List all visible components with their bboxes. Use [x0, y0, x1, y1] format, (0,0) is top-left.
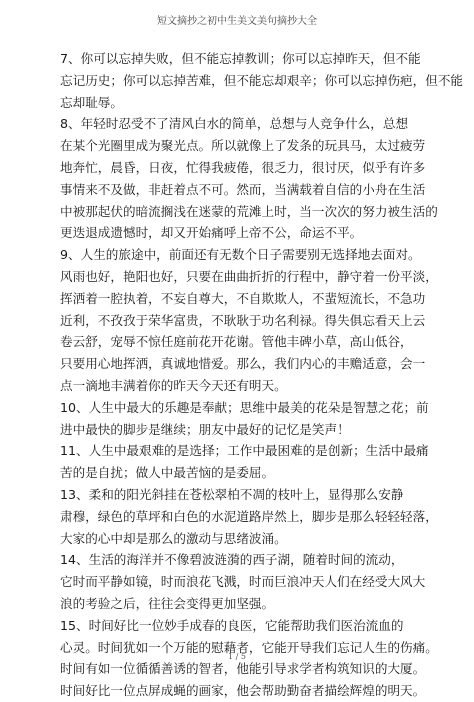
text-line: 大家的心中却是那么的激动与思绪波涌。 [60, 530, 287, 546]
paragraph-7 [60, 48, 463, 113]
text-line: 11、人生中最艰难的是选择；工作中最困难的是创新；生活中最痛 [60, 443, 429, 459]
text-line: 事情来不及做，非赶着点不可。然而，当满载着自信的小舟在生活 [60, 181, 426, 197]
document-body [60, 48, 463, 702]
paragraph-13 [60, 484, 438, 549]
text-line: 在某个光圈里成为聚光点。所以就像上了发条的玩具马，太过疲劳 [60, 138, 426, 154]
text-line: 8、年轻时忍受不了清风白水的简单，总想与人竞争什么，总想 [60, 116, 409, 132]
text-line: 它时而平静如镜，时而浪花飞溅，时而巨浪冲天人们在经受大风大 [60, 574, 426, 590]
text-line: 15、时间好比一位妙手成春的良医，它能帮助我们医治流血的 [60, 617, 404, 633]
text-line: 地奔忙，晨昏，日夜，忙得我疲倦，很乏力，很讨厌，似乎有许多 [60, 159, 426, 175]
text-line: 只要用心地挥洒，真诚地惜爱。那么，我们内心的丰赡适意，会一 [60, 356, 426, 372]
text-line: 进中最快的脚步是继续；朋友中最好的记忆是笑声！ [60, 421, 350, 437]
paragraph-8 [60, 113, 438, 244]
text-line: 苦的是自扰；做人中最苦恼的是委屈。 [60, 465, 275, 481]
page-number: 1 / 5 [228, 652, 246, 661]
text-line: 忘记历史；你可以忘掉苦难，但不能忘却艰辛；你可以忘掉伤疤，但不能 [60, 72, 463, 88]
paragraph-9 [60, 244, 438, 397]
text-line: 近利，不孜孜于荣华富贵，不耿耿于功名利禄。得失俱忘看天上云 [60, 312, 426, 328]
text-line: 时间好比一位点屏成蝇的画家，他会帮助勤奋者描绘辉煌的明天。 [60, 683, 426, 699]
text-line: 挥洒着一腔执着，不妄自尊大，不自欺欺人，不蜚短流长，不急功 [60, 290, 426, 306]
text-line: 肃穆，绿色的草坪和白色的水泥道路岸然上，脚步是那么轻轻轻落， [60, 508, 438, 524]
paragraph-10 [60, 397, 429, 441]
text-line: 时间有如一位循循善诱的智者，他能引导求学者构筑知识的大厦。 [60, 661, 426, 677]
text-line: 9、人生的旅途中，前面还有无数个日子需要别无选择地去面对。 [60, 247, 421, 263]
page-header-title: 短文摘抄之初中生美文美句摘抄大全 [157, 16, 317, 27]
text-line: 更迭退成遗憾时，却又开始痛呼上帝不公，命运不平。 [60, 225, 363, 241]
text-line: 忘却耻辱。 [60, 94, 123, 110]
text-line: 卷云舒，宠辱不惊任庭前花开花谢。管他丰碑小草，高山低谷， [60, 334, 413, 350]
text-line: 中被那起伏的暗流搁浅在迷蒙的荒滩上时，当一次次的努力被生活的 [60, 203, 438, 219]
text-line: 10、人生中最大的乐趣是奉献；思维中最美的花朵是智慧之花；前 [60, 399, 429, 415]
paragraph-11 [60, 440, 429, 484]
text-line: 14、生活的海洋并不像碧波涟漪的西子湖，随着时间的流动， [60, 552, 404, 568]
text-line: 风雨也好，艳阳也好，只要在曲曲折折的行程中，静守着一份平淡， [60, 268, 438, 284]
text-line: 心灵。时间犹如一个万能的慰藉者，它能开导我们忘记人生的伤痛。 [60, 639, 438, 655]
text-line: 7、你可以忘掉失败，但不能忘掉教训；你可以忘掉昨天，但不能 [60, 51, 421, 66]
text-line: 13、柔和的阳光斜挂在苍松翠柏不凋的枝叶上，显得那么安静 [60, 486, 404, 502]
text-line: 浪的考验之后，往往会变得更加坚强。 [60, 595, 275, 611]
paragraph-14 [60, 549, 426, 614]
text-line: 点一滴地丰满着你的昨天今天还有明天。 [60, 377, 287, 393]
